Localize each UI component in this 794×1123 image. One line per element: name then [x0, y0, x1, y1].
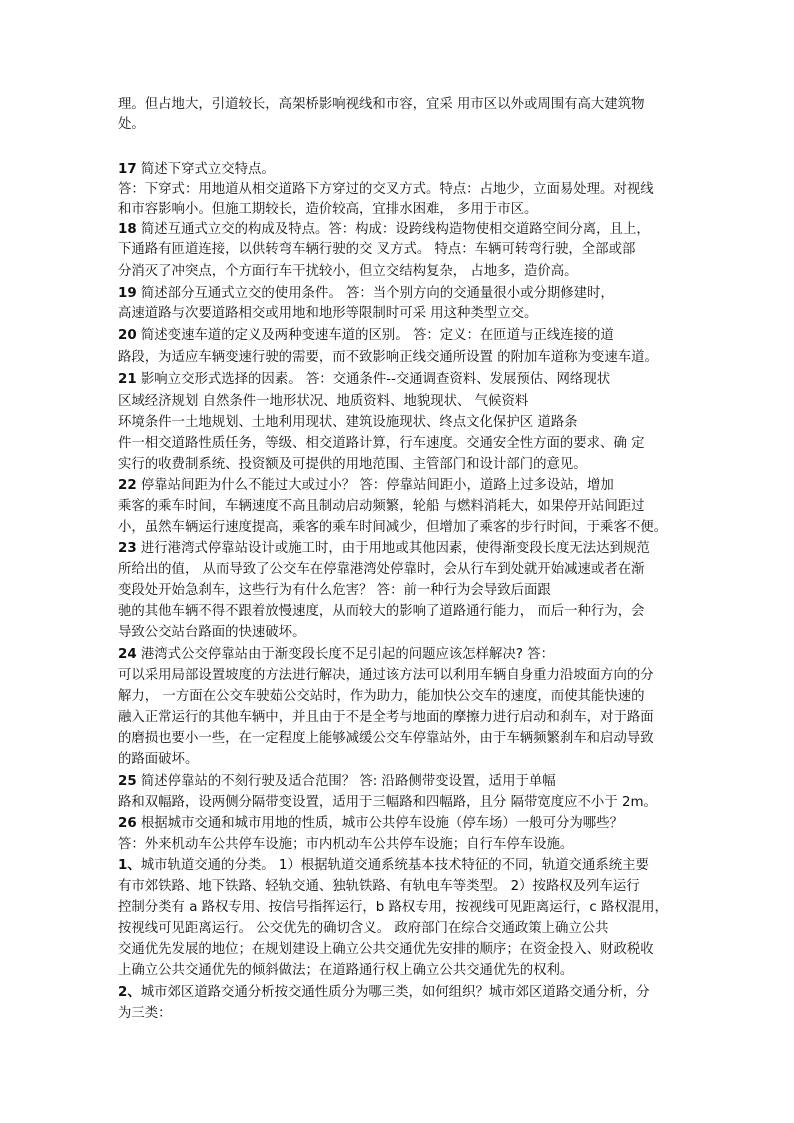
text-line: 可以采用局部设置坡度的方法进行解决，通过该方法可以利用车辆自身重力沿坡面方向的分 — [118, 668, 654, 683]
text-line: 理。但占地大，引道较长，高架桥影响视线和市容，宜采 用市区以外或周围有高大建筑物 — [118, 97, 645, 112]
question-heading: 18 简述互通式立交的构成及特点。答：构成：设跨线构造物使相交道路空间分离，且上， — [118, 222, 650, 237]
text-line: 交通优先发展的地位；在规划建设上确立公共交通优先安排的顺序；在资金投入、财政税收 — [118, 942, 654, 957]
text-line: 路段，为适应车辆变速行驶的需要，而不致影响正线交通所设置 的附加车道称为变速车道。 — [118, 350, 658, 365]
question-heading: 2、城市郊区道路交通分析按交通性质分为哪三类，如何组织？城市郊区道路交通分析，分 — [118, 985, 650, 1000]
text-line: 小，虽然车辆运行速度提高，乘客的乘车时间减少，但增加了乘客的步行时间，于乘客不便。 — [118, 520, 668, 535]
question-heading: 17 简述下穿式立交特点。 — [118, 162, 275, 177]
text-line: 区域经济规划 自然条件一地形状况、地质资料、地貌现状、 气候资料 — [118, 394, 529, 409]
text-line: 的路面破坏。 — [118, 752, 199, 767]
text-line: 有市郊铁路、地下铁路、轻轨交通、独轨铁路、有轨电车等类型。 2）按路权及列车运行 — [118, 879, 640, 894]
text-line: 环境条件一土地规划、土地利用现状、建筑设施现状、终点文化保护区 道路条 — [118, 415, 578, 430]
text-line: 处。 — [118, 117, 145, 132]
question-heading: 19 简述部分互通式立交的使用条件。 答：当个别方向的交通量很小或分期修建时， — [118, 286, 614, 301]
text-line: 所给出的值， 从而导致了公交车在停靠港湾处停靠时，会从行车到处就开始减速或者在渐 — [118, 562, 645, 577]
text-line: 解力， 一方面在公交车驶茹公交站时，作为助力，能加快公交车的速度，而使其能快速的 — [118, 689, 645, 704]
text-line: 和市容影响小。但施工期较长，造价较高，宜排水困难， 多用于市区。 — [118, 202, 538, 217]
text-line: 分消灭了冲突点，个方面行车干扰较小，但立交结构复杂， 占地多，造价高。 — [118, 264, 578, 279]
text-line: 变段处开始急刹车，这些行为有什么危害？ 答：前一种行为会导致后面跟 — [118, 583, 551, 598]
text-line: 件一相交道路性质任务，等级、相交道路计算，行车速度。交通安全性方面的要求、确 定 — [118, 436, 645, 451]
question-heading: 22 停靠站间距为什么不能过大或过小？ 答：停靠站间距小，道路上过多设站，增加 — [118, 478, 614, 493]
text-line: 按视线可见距离运行。 公交优先的确切含义。 政府部门在综合交通政策上确立公共 — [118, 921, 609, 936]
text-line: 路和双幅路，设两侧分隔带变设置，适用于三幅路和四幅路，且分 隔带宽度应不小于 2m。 — [118, 795, 657, 810]
text-line: 融入正常运行的其他车辆中，并且由于不是全考与地面的摩擦力进行启动和刹车，对于路面 — [118, 710, 654, 725]
question-heading: 1、城市轨道交通的分类。 1）根据轨道交通系统基本技术特征的不同，轨道交通系统主要 — [118, 858, 649, 873]
question-heading: 20 简述变速车道的定义及两种变速车道的区别。 答：定义：在匝道与正线连接的道 — [118, 328, 614, 343]
question-heading: 24 港湾式公交停靠站由于渐变段长度不足引起的问题应该怎样解决? 答： — [118, 647, 554, 662]
text-line: 答：外来机动车公共停车设施；市内机动车公共停车设施；自行车停车设施。 — [118, 837, 574, 852]
text-line: 驰的其他车辆不得不跟着放慢速度，从而较大的影响了道路通行能力， 而后一种行为，会 — [118, 604, 645, 619]
text-line: 为三类： — [118, 1006, 172, 1021]
text-line: 控制分类有 a 路权专用、按信号指挥运行，b 路权专用，按视线可见距离运行，c 路权混用， — [118, 900, 668, 915]
question-heading: 25 简述停靠站的不刻行驶及适合范围？ 答: 沿路侧带变设置，适用于单幅 — [118, 774, 556, 789]
text-line: 上确立公共交通优先的倾斜做法；在道路通行权上确立公共交通优先的权利。 — [118, 963, 574, 978]
question-heading: 21 影响立交形式选择的因素。 答：交通条件--交通调查资料、发展预估、网络现状 — [118, 372, 611, 387]
text-line: 的磨损也要小一些，在一定程度上能够减缓公交车停靠站外，由于车辆频繁刹车和启动导致 — [118, 731, 654, 746]
text-line: 答：下穿式：用地道从相交道路下方穿过的交叉方式。特点：占地少，立面易处理。对视线 — [118, 182, 654, 197]
text-line: 实行的收费制系统、投资额及可提供的用地范围、主管部门和设计部门的意见。 — [118, 457, 587, 472]
text-line: 导致公交站台路面的快速破坏。 — [118, 625, 306, 640]
question-heading: 26 根据城市交通和城市用地的性质，城市公共停车设施（停车场）一般可分为哪些？ — [118, 816, 623, 831]
text-line: 下通路有匝道连接，以供转弯车辆行驶的交 叉方式。 特点：车辆可转弯行驶，全部或部 — [118, 242, 636, 257]
question-heading: 23 进行港湾式停靠站设计或施工时，由于用地或其他因素，使得渐变段长度无法达到规范 — [118, 541, 650, 556]
text-line: 乘客的乘车时间，车辆速度不高且制动启动频繁，轮船 与燃料消耗大，如果停开站间距过 — [118, 499, 645, 514]
text-line: 高速道路与次要道路相交或用地和地形等限制时可采 用这种类型立交。 — [118, 306, 538, 321]
